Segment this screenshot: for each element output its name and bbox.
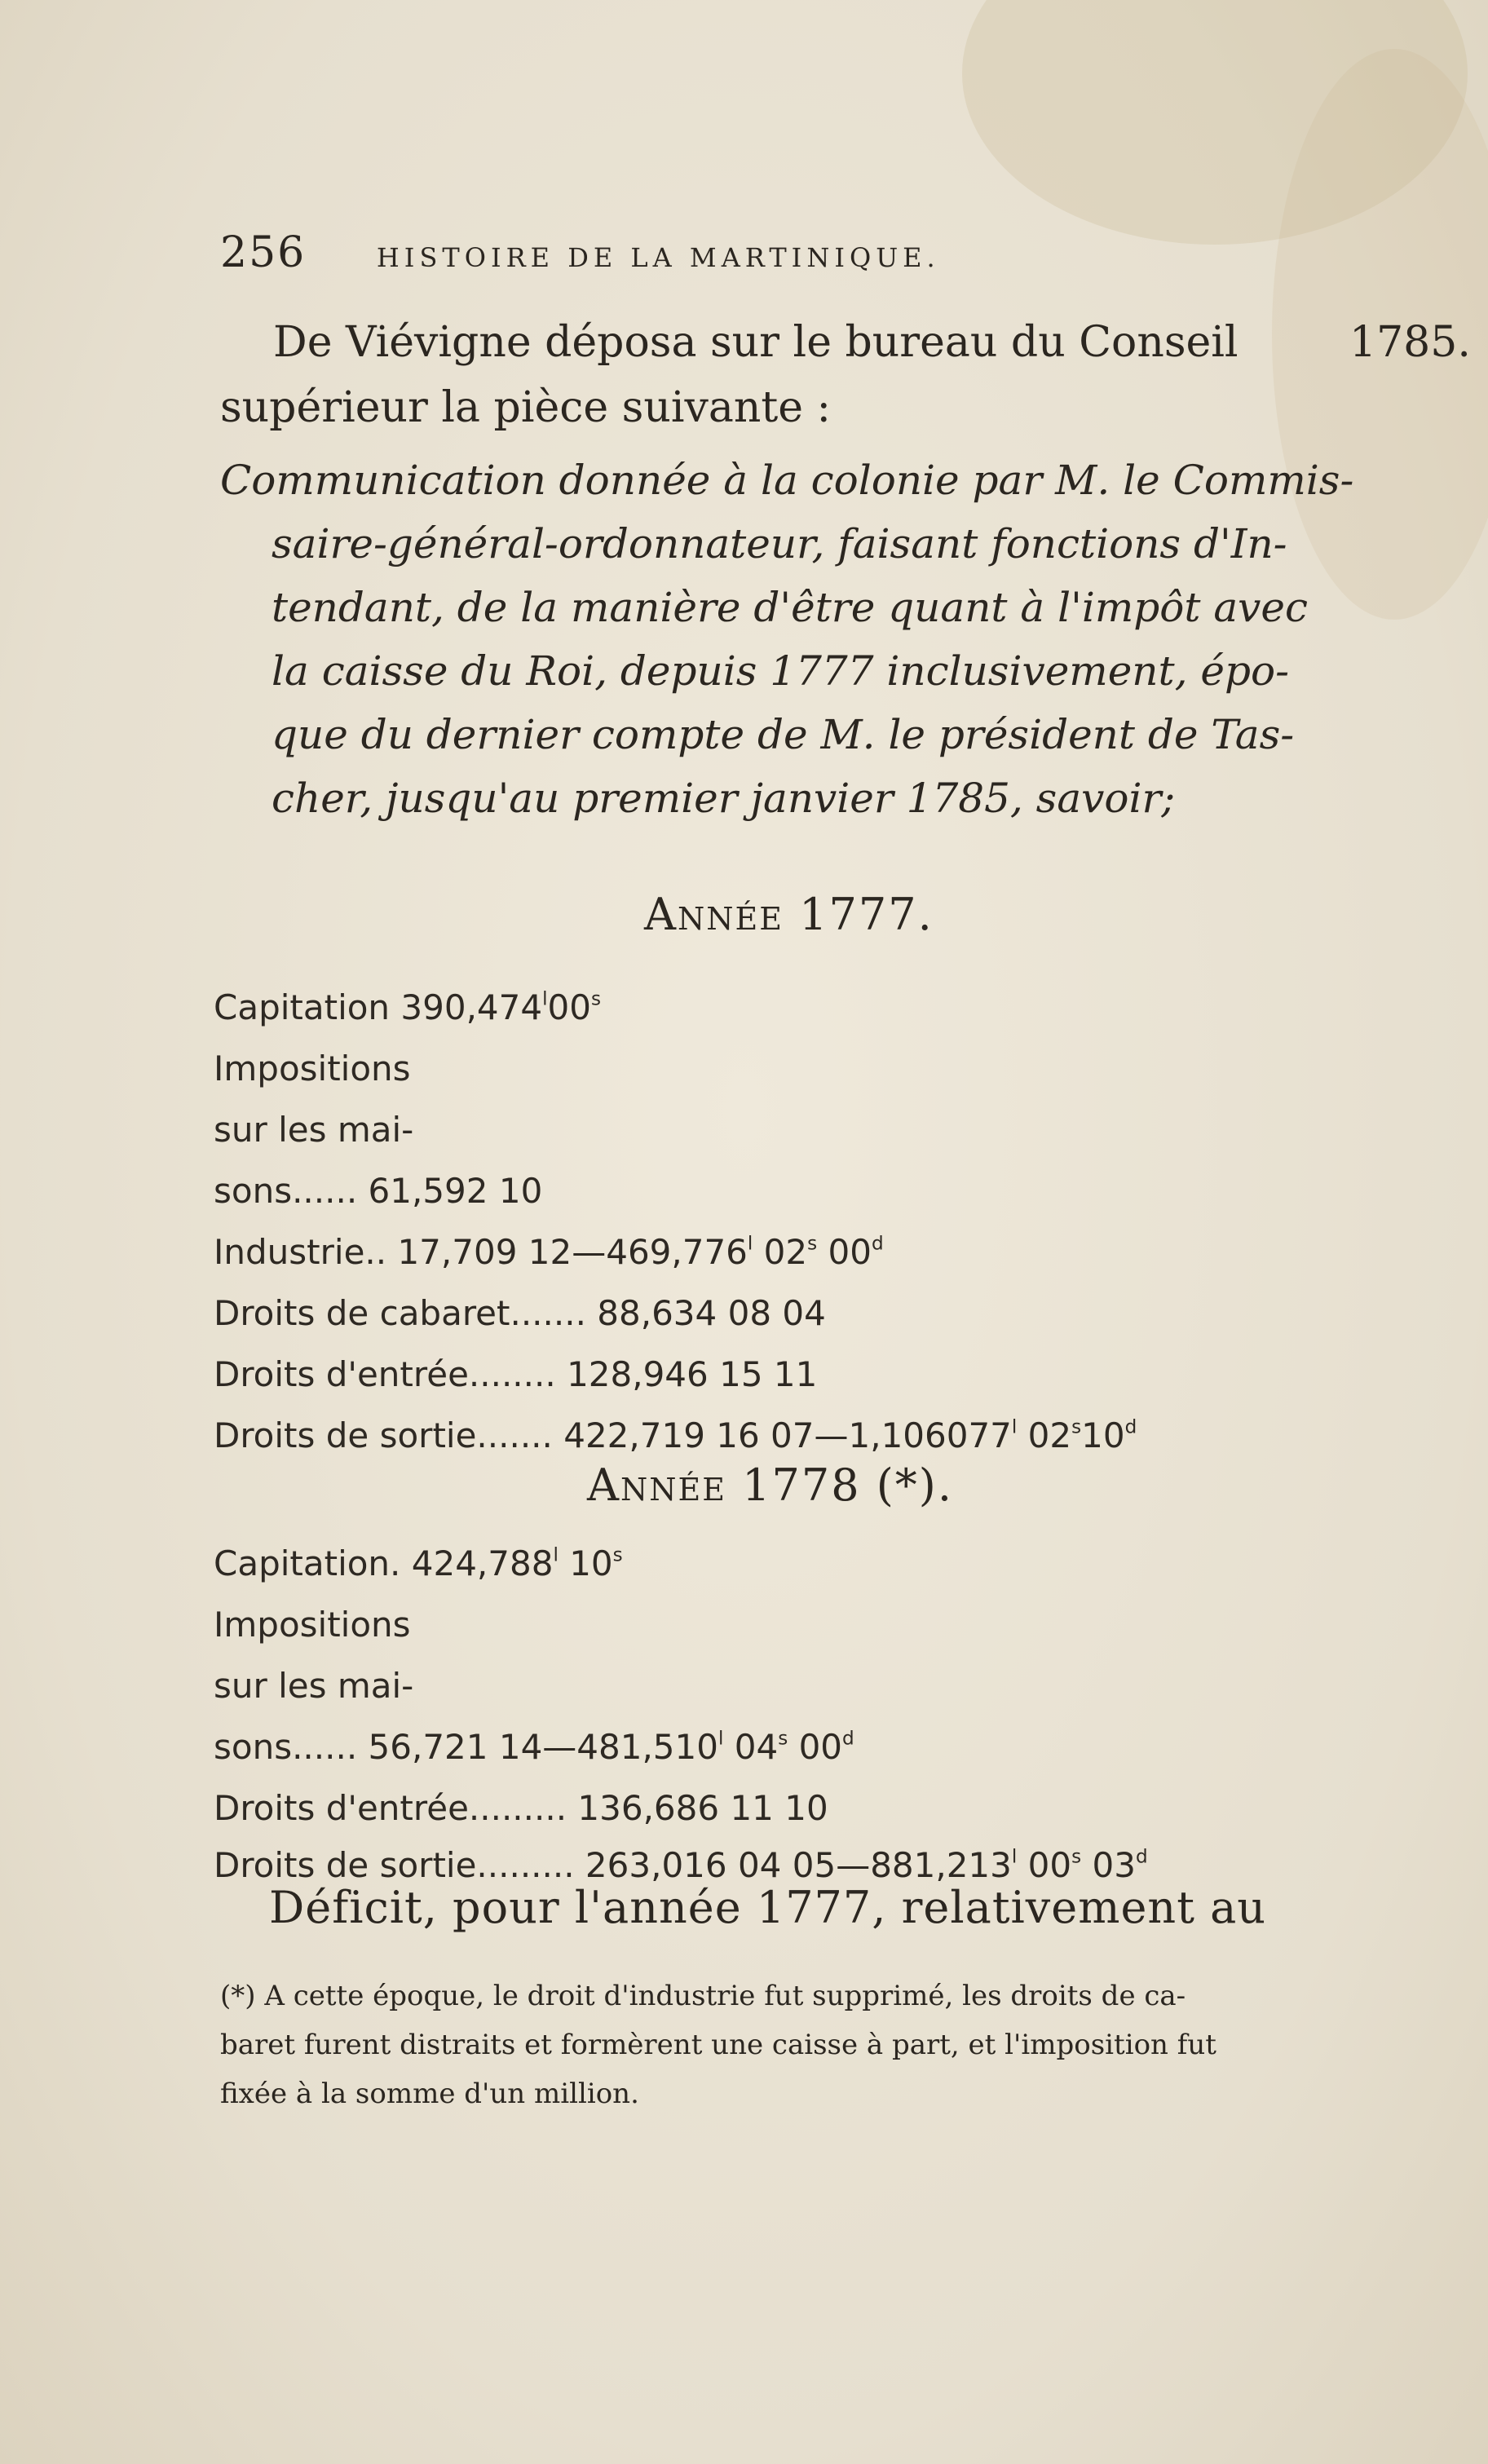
ledger-row: Droits d'entrée......... 136,686 11 10	[214, 1788, 828, 1828]
year-heading: Année 1777.	[644, 889, 934, 940]
ledger-row: Droits de sortie......... 263,016 04 05—881,213$^l$ 00$^s$ 03$^d$	[214, 1845, 1148, 1885]
communication-line: que du dernier compte de M. le président de Tas-	[272, 711, 1295, 758]
communication-line: la caisse du Roi, depuis 1777 inclusivement, épo-	[272, 647, 1289, 695]
ledger-row: Droits de sortie....... 422,719 16 07—1,106077$^l$ 02$^s$10$^d$	[214, 1415, 1137, 1455]
communication-line: Communication donnée à la colonie par M. le Commis-	[220, 457, 1354, 504]
running-header	[220, 228, 940, 277]
ledger-row: sons...... 61,592 10	[214, 1171, 543, 1211]
communication-line: saire-général-ordonnateur, faisant fonctions d'In-	[272, 520, 1287, 567]
ledger-row: sur les mai-	[214, 1110, 414, 1150]
running-title: HISTOIRE DE LA MARTINIQUE.	[376, 242, 940, 273]
ledger-row: Capitation. 424,788$^l$ 10$^s$	[214, 1543, 623, 1583]
intro-line-2: supérieur la pièce suivante :	[220, 383, 832, 432]
communication-line: cher, jusqu'au premier janvier 1785, savoir;	[272, 775, 1176, 822]
year-heading: Année 1778 (*).	[587, 1459, 954, 1511]
footnote-line: (*) A cette époque, le droit d'industrie fut supprimé, les droits de ca-	[220, 1980, 1186, 2012]
footnote-line: baret furent distraits et formèrent une caisse à part, et l'imposition fut	[220, 2029, 1216, 2061]
ledger-row: Impositions	[214, 1049, 411, 1088]
margin-year: 1785.	[1349, 318, 1471, 367]
ledger-row: sur les mai-	[214, 1666, 414, 1706]
page-number: 256	[220, 228, 307, 277]
ledger-row: Impositions	[214, 1605, 411, 1645]
ledger-row: sons...... 56,721 14—481,510$^l$ 04$^s$ 00$^d$	[214, 1727, 854, 1767]
ledger-row: Industrie.. 17,709 12—469,776$^l$ 02$^s$ 00$^d$	[214, 1232, 884, 1272]
ledger-row: Droits d'entrée........ 128,946 15 11	[214, 1354, 818, 1394]
deficit-line: Déficit, pour l'année 1777, relativement au	[269, 1882, 1267, 1933]
ledger-row: Capitation 390,474$^l$00$^s$	[214, 987, 602, 1027]
communication-line: tendant, de la manière d'être quant à l'impôt avec	[272, 584, 1308, 631]
footnote-line: fixée à la somme d'un million.	[220, 2078, 639, 2110]
intro-line-1: De Viévigne déposa sur le bureau du Conseil	[273, 318, 1239, 367]
ledger-row: Droits de cabaret....... 88,634 08 04	[214, 1293, 826, 1333]
